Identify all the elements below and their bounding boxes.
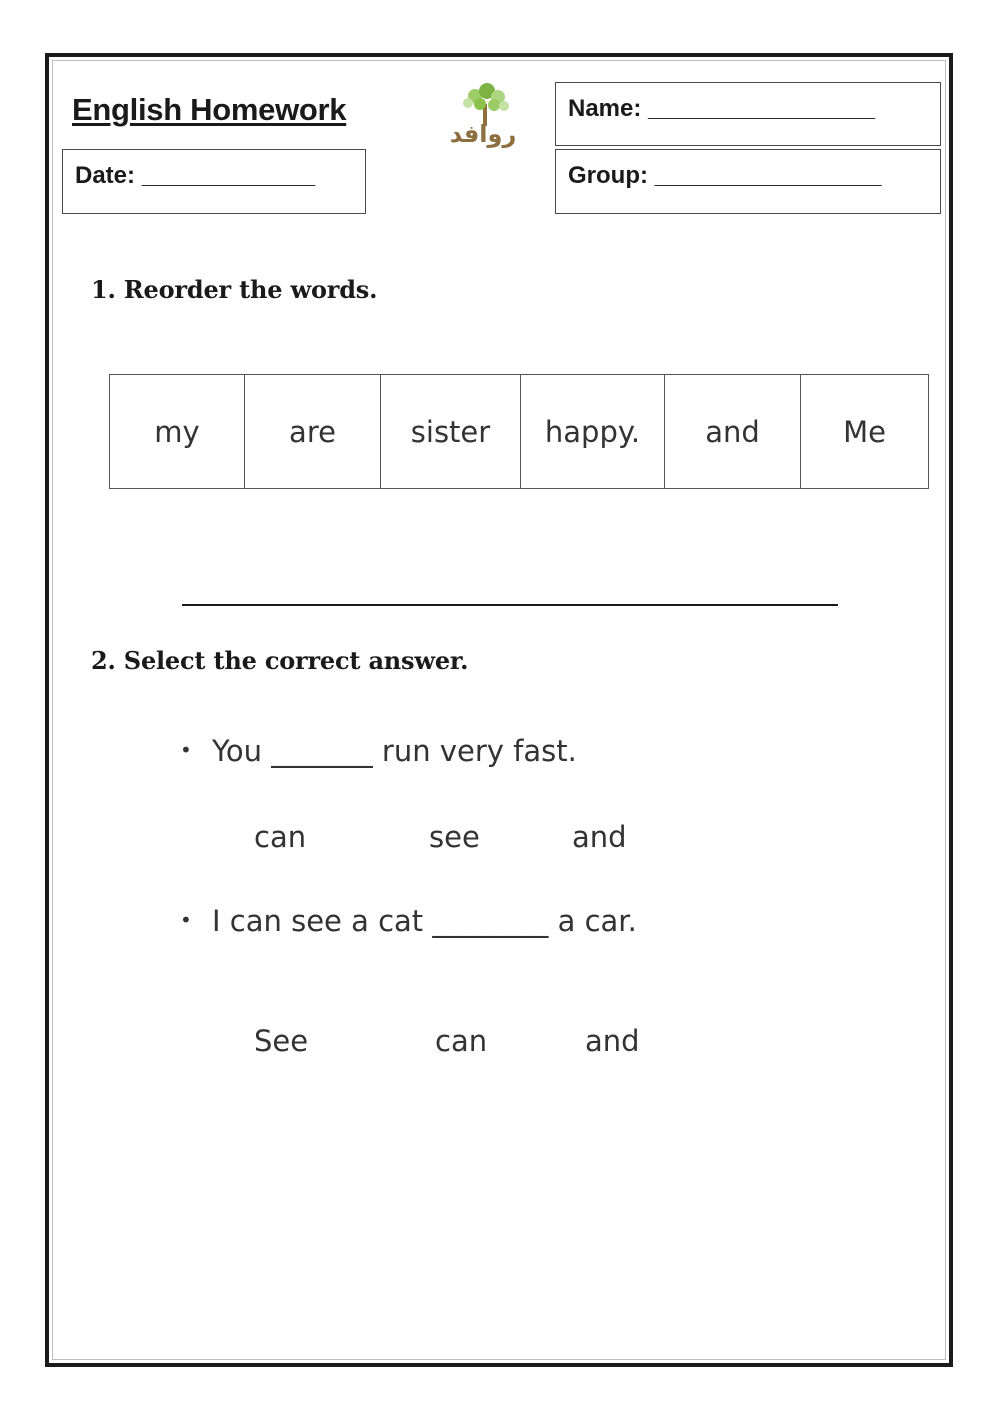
date-blank: _____________ [141, 162, 316, 189]
group-blank: _________________ [654, 162, 882, 189]
word-card[interactable]: Me [843, 414, 886, 449]
word-table [109, 374, 929, 489]
school-logo [430, 82, 536, 152]
word-card[interactable]: are [245, 375, 381, 488]
group-label: Group: [568, 162, 648, 189]
question-1 [180, 734, 577, 768]
option-choice[interactable]: and [585, 1024, 640, 1058]
logo-text: روافد [449, 120, 517, 148]
group-field[interactable] [555, 149, 941, 214]
name-field[interactable] [555, 82, 941, 146]
word-card[interactable]: sister [381, 375, 521, 488]
question-2 [180, 904, 637, 938]
option-choice[interactable]: See [254, 1024, 309, 1058]
option-choice[interactable]: and [572, 820, 627, 854]
date-field[interactable] [62, 149, 366, 214]
name-blank: _________________ [648, 95, 875, 122]
name-label: Name: [568, 95, 642, 122]
question-text: You _______ run very fast. [212, 734, 577, 768]
answer-line[interactable] [182, 604, 838, 606]
bullet-icon: • [180, 908, 192, 932]
section1-heading: 1. Reorder the words. [91, 275, 378, 304]
option-choice[interactable]: can [435, 1024, 488, 1058]
section2-heading: 2. Select the correct answer. [91, 646, 469, 675]
bullet-icon: • [180, 738, 192, 762]
word-card[interactable]: happy. [521, 375, 665, 488]
page-border [45, 53, 953, 1367]
option-choice[interactable]: can [254, 820, 307, 854]
word-card[interactable]: and [665, 375, 801, 488]
question-text: I can see a cat ________ a car. [212, 904, 637, 938]
option-choice[interactable]: see [429, 820, 480, 854]
date-label: Date: [75, 162, 136, 189]
word-card[interactable]: my [110, 375, 245, 488]
page-title: English Homework [72, 92, 347, 127]
